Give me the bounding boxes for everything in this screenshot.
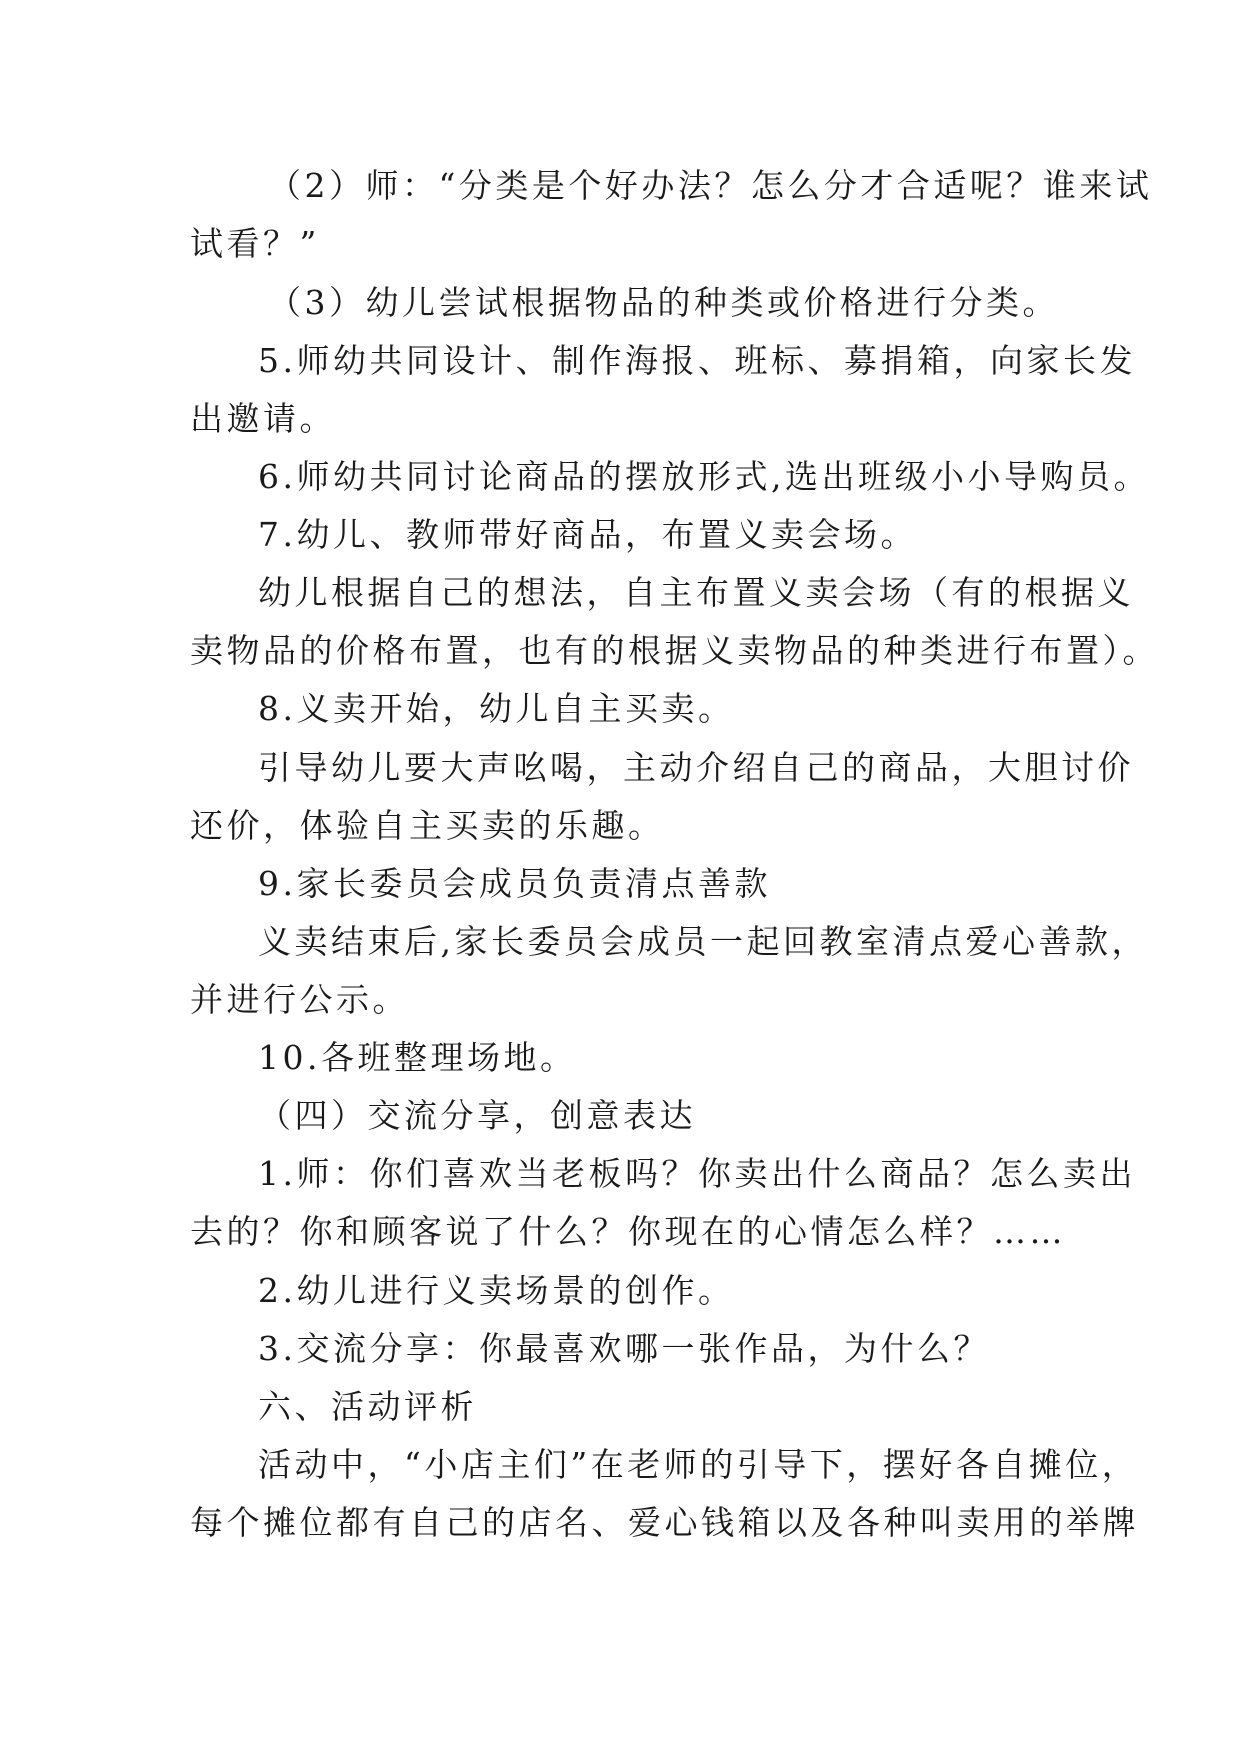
text-line: 试看？” [190,224,320,263]
text-line: （2）师：“分类是个好办法？怎么分才合适呢？谁来试 [268,166,1153,205]
text-line: 去的？你和顾客说了什么？你现在的心情怎么样？…… [190,1212,1066,1251]
text-line: 卖物品的价格布置，也有的根据义卖物品的种类进行布置）。 [190,631,1159,670]
text-line: 并进行公示。 [190,980,409,1019]
text-line: 6.师幼共同讨论商品的摆放形式,选出班级小小导购员。 [258,457,1150,496]
text-line: 出邀请。 [190,399,336,438]
text-line: 还价，体验自主买卖的乐趣。 [190,806,665,845]
text-line: 1.师：你们喜欢当老板吗？你卖出什么商品？怎么卖出 [258,1154,1136,1193]
text-line: 8.义卖开始，幼儿自主买卖。 [258,689,735,728]
text-line: 义卖结束后,家长委员会成员一起回教室清点爱心善款， [258,922,1148,961]
text-line: 引导幼儿要大声吆喝，主动介绍自己的商品，大胆讨价 [258,748,1134,787]
section-heading: （四）交流分享，创意表达 [258,1096,696,1135]
text-line: （3）幼儿尝试根据物品的种类或价格进行分类。 [268,283,1059,322]
text-line: 10.各班整理场地。 [258,1038,577,1077]
text-line: 幼儿根据自己的想法，自主布置义卖会场（有的根据义 [258,573,1134,612]
text-line: 2.幼儿进行义卖场景的创作。 [258,1271,735,1310]
text-line: 5.师幼共同设计、制作海报、班标、募捐箱，向家长发 [258,341,1136,380]
section-heading: 六、活动评析 [258,1387,477,1426]
text-line: 9.家长委员会成员负责清点善款 [258,864,771,903]
text-line: 3.交流分享：你最喜欢哪一张作品，为什么？ [258,1329,990,1368]
text-line: 每个摊位都有自己的店名、爱心钱箱以及各种叫卖用的举牌 [190,1503,1139,1542]
text-line: 7.幼儿、教师带好商品，布置义卖会场。 [258,515,917,554]
text-line: 活动中，“小店主们”在老师的引导下，摆好各自摊位， [258,1445,1139,1484]
